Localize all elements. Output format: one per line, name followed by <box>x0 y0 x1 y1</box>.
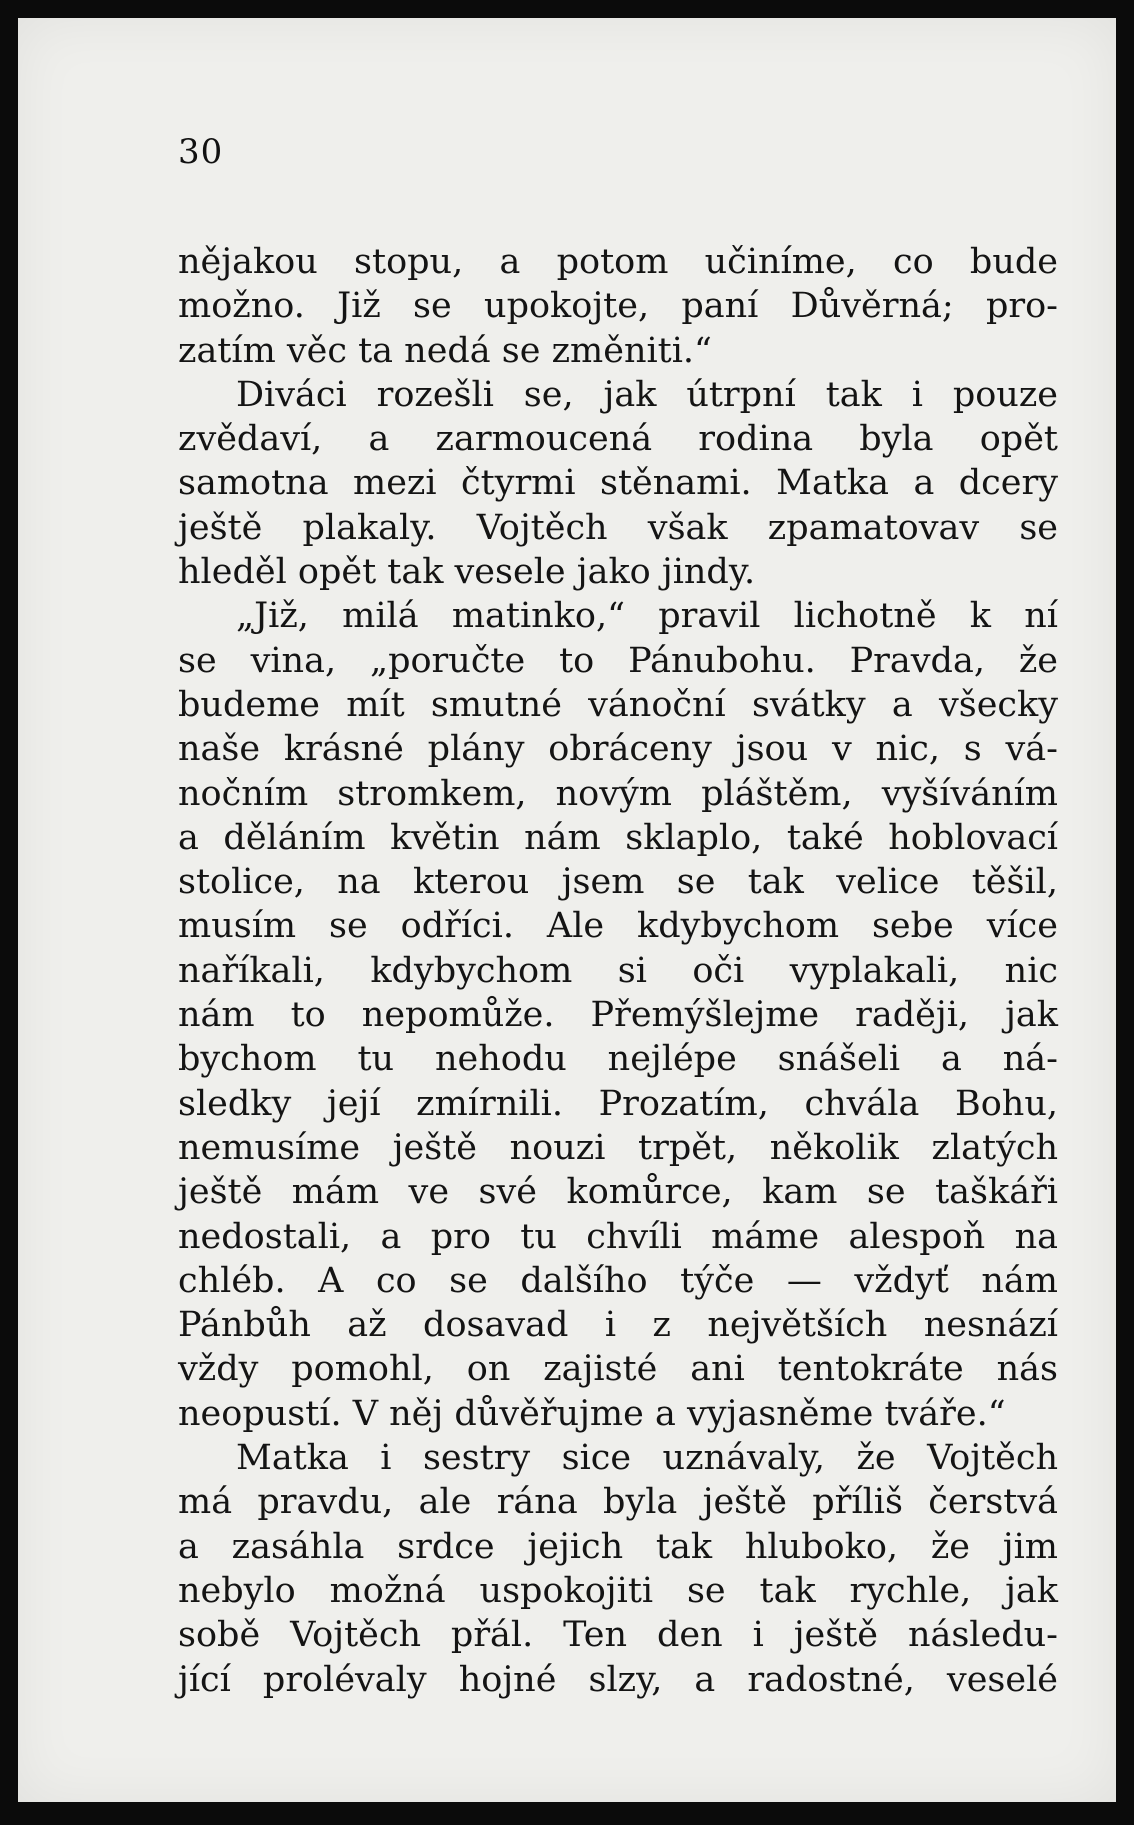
text-line: nějakou stopu, a potom učiníme, co bude <box>178 242 1058 282</box>
book-page <box>18 18 1116 1802</box>
text-line: se vina, „poručte to Pánubohu. Pravda, že <box>178 640 1058 681</box>
text-line: sledky její zmírnili. Prozatím, chvála Bohu, <box>178 1083 1058 1124</box>
text-line: chléb. A co se dalšího týče — vždyť nám <box>178 1260 1058 1301</box>
text-line: vždy pomohl, on zajisté ani tentokráte nás <box>178 1349 1058 1390</box>
text-line: ještě mám ve své komůrce, kam se taškáři <box>178 1172 1058 1213</box>
text-line: nebylo možná uspokojiti se tak rychle, jak <box>178 1570 1058 1611</box>
body-text <box>178 240 1058 1702</box>
text-line: zatím věc ta nedá se změniti.“ <box>178 330 712 371</box>
text-line: jící prolévaly hojné slzy, a radostné, veselé <box>178 1659 1058 1700</box>
text-line: nám to nepomůže. Přemýšlejme raději, jak <box>178 995 1058 1036</box>
text-line: hleděl opět tak vesele jako jindy. <box>178 552 756 593</box>
text-line: Matka i sestry sice uznávaly, že Vojtěch <box>236 1438 1058 1479</box>
text-line: stolice, na kterou jsem se tak velice těšil, <box>178 862 1058 903</box>
text-line: a zasáhla srdce jejich tak hluboko, že jim <box>178 1526 1058 1567</box>
text-line: ještě plakaly. Vojtěch však zpamatovav se <box>178 507 1058 548</box>
text-line: bychom tu nehodu nejlépe snášeli a ná- <box>178 1039 1058 1080</box>
text-line: neopustí. V něj důvěřujme a vyjasněme tváře.“ <box>178 1393 1006 1434</box>
text-line: budeme mít smutné vánoční svátky a všecky <box>178 684 1058 725</box>
text-line: naše krásné plány obráceny jsou v nic, s vá- <box>178 729 1058 770</box>
text-line: Diváci rozešli se, jak útrpní tak i pouze <box>236 374 1058 415</box>
text-line: musím se odříci. Ale kdybychom sebe více <box>178 906 1058 947</box>
text-line: sobě Vojtěch přál. Ten den i ještě následu- <box>178 1615 1058 1656</box>
text-line: nemusíme ještě nouzi trpět, několik zlatých <box>178 1127 1058 1168</box>
text-line: samotna mezi čtyrmi stěnami. Matka a dcery <box>178 463 1058 504</box>
text-line: možno. Již se upokojte, paní Důvěrná; pro- <box>178 286 1058 327</box>
text-line: „Již, milá matinko,“ pravil lichotně k ní <box>236 596 1058 637</box>
text-line: má pravdu, ale rána byla ještě příliš čerstvá <box>178 1482 1058 1523</box>
page-number: 30 <box>178 132 224 172</box>
text-line: nočním stromkem, novým pláštěm, vyšíváním <box>178 773 1058 814</box>
text-line: naříkali, kdybychom si oči vyplakali, nic <box>178 950 1058 991</box>
text-line: nedostali, a pro tu chvíli máme alespoň na <box>178 1216 1058 1257</box>
text-line: Pánbůh až dosavad i z největších nesnází <box>178 1305 1058 1346</box>
text-line: zvědaví, a zarmoucená rodina byla opět <box>178 419 1058 460</box>
text-line: a děláním květin nám sklaplo, také hoblovací <box>178 817 1058 858</box>
